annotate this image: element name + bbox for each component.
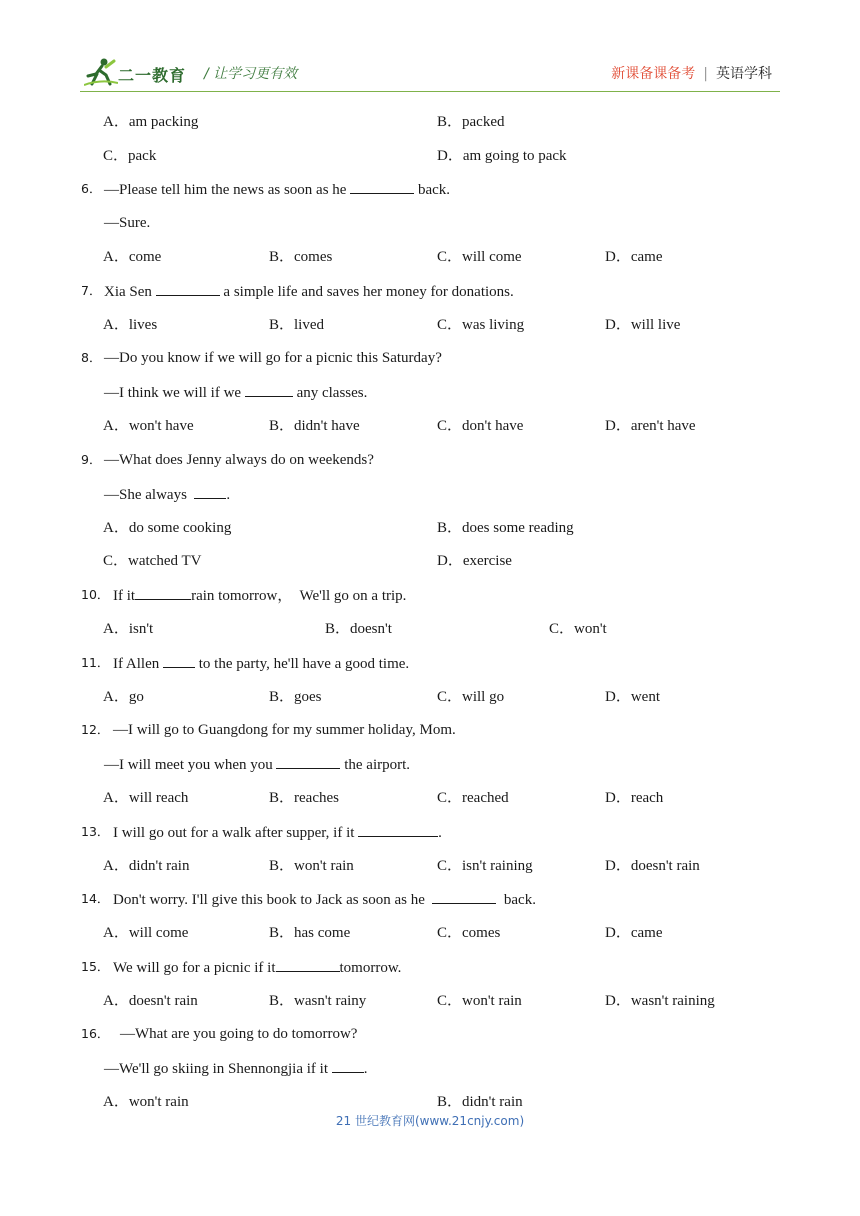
question-stem <box>104 1058 367 1079</box>
question-line <box>0 822 860 842</box>
question-line <box>0 213 860 233</box>
answer-choice: D．came <box>605 249 663 265</box>
answer-blank <box>276 754 340 769</box>
answer-choice: B．didn't have <box>269 418 360 434</box>
header-right <box>611 63 772 83</box>
question-line <box>0 484 860 504</box>
answer-choice: A．doesn't rain <box>103 993 198 1009</box>
choices-row <box>0 247 860 267</box>
answer-blank <box>350 179 414 194</box>
question-stem <box>104 348 442 368</box>
stem-text: —Please tell him the news as soon as he <box>104 182 351 198</box>
answer-choice: B．comes <box>269 249 333 265</box>
answer-choice: D．am going to pack <box>437 148 567 164</box>
question-line <box>0 957 860 977</box>
question-number: 13． <box>81 824 110 839</box>
answer-blank <box>194 484 226 499</box>
choices-row <box>0 416 860 436</box>
header-tagline: 新课备课备考 <box>611 66 696 82</box>
question-line <box>0 1058 860 1078</box>
answer-choice: A．will reach <box>103 790 189 806</box>
question-number: 9． <box>81 452 102 467</box>
choices-row <box>0 518 860 538</box>
answer-choice: B．wasn't rainy <box>269 993 367 1009</box>
stem-text: a simple life and saves her money for donations. <box>219 284 514 300</box>
answer-choice: D．went <box>605 689 660 705</box>
question-line <box>0 585 860 605</box>
answer-choice: C．comes <box>437 925 501 941</box>
answer-choice: C．won't <box>549 621 607 637</box>
answer-choice: D．came <box>605 925 663 941</box>
header-separator: | <box>703 66 708 82</box>
stem-text: . <box>438 825 442 841</box>
answer-choice: D．doesn't rain <box>605 858 700 874</box>
answer-choice: D．aren't have <box>605 418 696 434</box>
choices-row <box>0 1092 860 1112</box>
stem-text: tomorrow. <box>339 960 402 976</box>
question-stem <box>120 1024 357 1044</box>
answer-choice: B．lived <box>269 317 324 333</box>
answer-blank <box>432 889 496 904</box>
question-line <box>0 1024 860 1044</box>
question-line <box>0 450 860 470</box>
answer-choice: A．do some cooking <box>103 520 232 536</box>
question-line <box>0 179 860 199</box>
page-header <box>80 55 780 92</box>
question-number: 7． <box>81 283 102 298</box>
answer-choice: A．come <box>103 249 162 265</box>
answer-blank <box>135 585 191 600</box>
answer-choice: D．will live <box>605 317 681 333</box>
answer-choice: A．go <box>103 689 144 705</box>
choices-row <box>0 315 860 335</box>
answer-choice: B．has come <box>269 925 351 941</box>
logo-text: 二一教育 <box>118 66 187 85</box>
question-stem <box>104 179 450 200</box>
answer-choice: B．won't rain <box>269 858 354 874</box>
choices-row <box>0 923 860 943</box>
answer-choice: B．does some reading <box>437 520 574 536</box>
stem-text: We will go for a picnic if it <box>113 960 276 976</box>
question-number: 15． <box>81 959 110 974</box>
stem-text: If Allen <box>113 656 163 672</box>
logo <box>84 57 194 87</box>
question-number: 6． <box>81 181 102 196</box>
answer-blank <box>245 382 293 397</box>
answer-choice: A．didn't rain <box>103 858 190 874</box>
answer-choice: B．didn't rain <box>437 1094 523 1110</box>
choices-row <box>0 551 860 571</box>
stem-text: —Do you know if we will go for a picnic this Saturday? <box>104 350 442 366</box>
question-stem <box>104 382 367 403</box>
stem-text: any classes. <box>292 385 368 401</box>
stem-text: If it <box>113 588 136 604</box>
question-stem <box>104 450 374 470</box>
answer-choice: A．am packing <box>103 114 199 130</box>
question-stem <box>113 822 442 843</box>
stem-text: I will go out for a walk after supper, if it <box>113 825 359 841</box>
question-stem <box>104 213 150 233</box>
answer-choice: C．reached <box>437 790 509 806</box>
stem-text: —Sure. <box>104 215 151 231</box>
stem-text: —I will go to Guangdong for my summer holiday, Mom. <box>113 722 456 738</box>
question-line <box>0 382 860 402</box>
choices-row <box>0 619 860 639</box>
answer-choice: C．will go <box>437 689 505 705</box>
answer-choice: B．doesn't <box>325 621 392 637</box>
stem-text: back. <box>414 182 451 198</box>
answer-choice: A．will come <box>103 925 189 941</box>
question-stem <box>104 754 410 775</box>
runner-logo-icon <box>84 57 118 87</box>
question-number: 10． <box>81 587 110 602</box>
question-number: 12． <box>81 722 110 737</box>
choices-row <box>0 146 860 166</box>
question-line <box>0 348 860 368</box>
stem-text: —What are you going to do tomorrow? <box>120 1026 358 1042</box>
choices-row <box>0 687 860 707</box>
answer-choice: C．don't have <box>437 418 524 434</box>
stem-text: . <box>363 1061 368 1077</box>
stem-text: . <box>226 487 231 503</box>
answer-choice: C．won't rain <box>437 993 522 1009</box>
answer-blank <box>163 653 195 668</box>
answer-choice: C．will come <box>437 249 522 265</box>
question-line <box>0 889 860 909</box>
question-stem <box>113 720 456 740</box>
page-footer: 21 世纪教育网(www.21cnjy.com) <box>335 1114 525 1128</box>
choices-row <box>0 788 860 808</box>
question-number: 11． <box>81 655 110 670</box>
answer-choice: C．watched TV <box>103 553 202 569</box>
answer-choice: A．isn't <box>103 621 154 637</box>
stem-text: rain tomorrow， We'll go on a trip. <box>191 588 407 604</box>
stem-text: back. <box>496 892 536 908</box>
answer-choice: A．won't rain <box>103 1094 189 1110</box>
question-line <box>0 653 860 673</box>
answer-blank <box>156 281 220 296</box>
answer-choice: D．reach <box>605 790 664 806</box>
stem-text: to the party, he'll have a good time. <box>195 656 410 672</box>
question-stem <box>104 484 230 505</box>
answer-blank <box>358 822 438 837</box>
question-stem <box>113 585 406 606</box>
stem-text: —She always <box>104 487 195 503</box>
answer-choice: D．wasn't raining <box>605 993 715 1009</box>
answer-choice: D．exercise <box>437 553 512 569</box>
answer-choice: B．goes <box>269 689 322 705</box>
question-line <box>0 281 860 301</box>
question-number: 8． <box>81 350 102 365</box>
answer-choice: C．was living <box>437 317 525 333</box>
answer-choice: B．packed <box>437 114 505 130</box>
stem-text: —I think we will if we <box>104 385 245 401</box>
choices-row <box>0 112 860 132</box>
question-number: 14． <box>81 891 110 906</box>
answer-choice: C．isn't raining <box>437 858 533 874</box>
answer-choice: A．lives <box>103 317 158 333</box>
question-line <box>0 720 860 740</box>
stem-text: —What does Jenny always do on weekends? <box>104 452 374 468</box>
question-stem <box>104 281 514 302</box>
question-stem <box>113 653 409 674</box>
choices-row <box>0 991 860 1011</box>
answer-choice: A．won't have <box>103 418 194 434</box>
header-subject: 英语学科 <box>716 66 772 82</box>
answer-blank <box>276 957 340 972</box>
answer-choice: C．pack <box>103 148 157 164</box>
stem-text: Don't worry. I'll give this book to Jack as soon as he <box>113 892 433 908</box>
question-number: 16． <box>81 1026 110 1041</box>
stem-text: —I will meet you when you <box>104 757 277 773</box>
choices-row <box>0 856 860 876</box>
stem-text: —We'll go skiing in Shennongjia if it <box>104 1061 332 1077</box>
stem-text: Xia Sen <box>104 284 156 300</box>
question-line <box>0 754 860 774</box>
answer-choice: B．reaches <box>269 790 339 806</box>
slogan: / 让学习更有效 <box>204 66 298 82</box>
question-stem <box>113 889 536 910</box>
question-stem <box>113 957 401 978</box>
answer-blank <box>332 1058 364 1073</box>
stem-text: the airport. <box>340 757 411 773</box>
